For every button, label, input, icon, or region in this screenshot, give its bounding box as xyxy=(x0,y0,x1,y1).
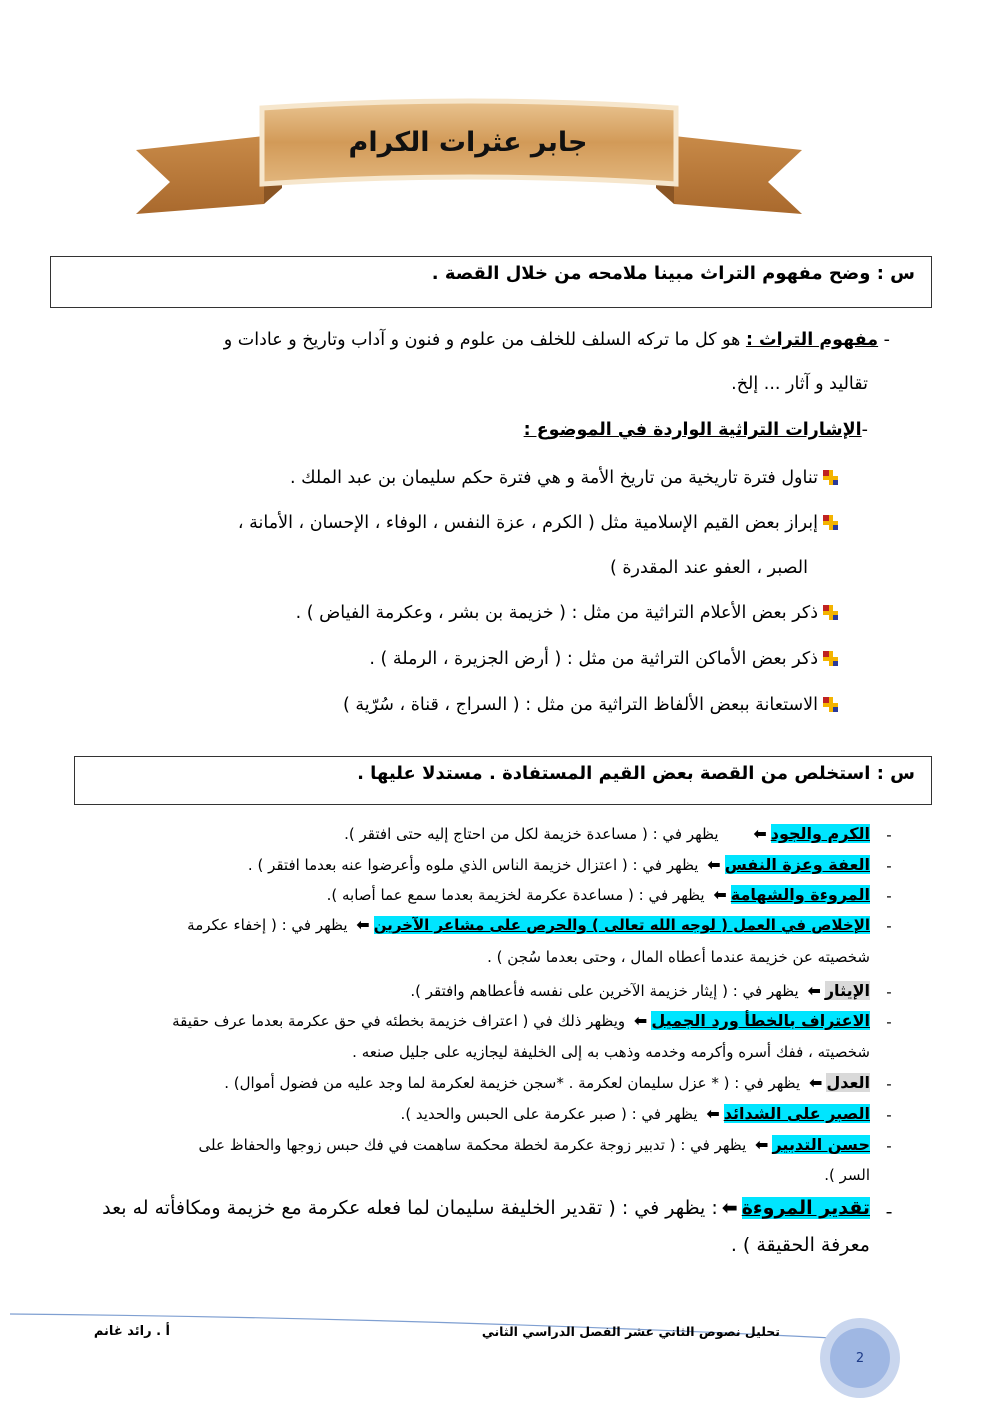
list-dash: - xyxy=(886,1106,892,1124)
bullet-icon xyxy=(823,651,838,666)
bullet-icon xyxy=(823,470,838,485)
value-item xyxy=(199,1135,870,1154)
value-label: العدل xyxy=(826,1073,870,1092)
value-text: ويظهر ذلك في ( اعتراف خزيمة بخطئه في حق عكرمة بعدما عرف حقيقة xyxy=(172,1012,626,1030)
value-continuation: شخصيته عن خزيمة عندما أعطاه المال ، وحتى بعدما سُجن ) . xyxy=(487,948,870,966)
list-dash: - xyxy=(886,857,892,875)
value-item xyxy=(401,1104,870,1123)
concept-text-1: هو كل ما تركه السلف للخلف من علوم و فنون و آداب وتاريخ و عادات و xyxy=(223,330,741,350)
value-label: الكرم والجود xyxy=(770,824,870,843)
list-dash: - xyxy=(886,1013,892,1031)
arrow-icon: ⬅ xyxy=(753,824,767,843)
arrow-icon: ⬅ xyxy=(713,885,727,904)
value-continuation: السر ). xyxy=(824,1166,870,1184)
value-text: يظهر في : ( * عزل سليمان لعكرمة . *سجن خزيمة لعكرمة لما وجد عليه من فضول أموال) . xyxy=(224,1074,801,1092)
value-continuation: شخصيته ، ففك أسره وأكرمه وخدمه وذهب به إلى الخليفة ليجازيه على جليل صنعه . xyxy=(352,1043,870,1061)
arrow-icon: ⬅ xyxy=(633,1011,648,1030)
concept-line-2: تقاليد و آثار ... إلخ. xyxy=(731,374,868,394)
bullet-text: ذكر بعض الأعلام التراثية من مثل : ( خزيمة بن بشر ، وعكرمة الفياض ) . xyxy=(295,603,818,623)
value-label: الإيثار xyxy=(824,981,870,1000)
value-label: الإخلاص في العمل ( لوجه الله تعالى ) والحرص على مشاعر الآخرين xyxy=(373,916,870,934)
bullet-item xyxy=(238,513,838,533)
list-dash: - xyxy=(886,1137,892,1155)
question-box-1: س : وضح مفهوم التراث مبينا ملامحه من خلال القصة . xyxy=(50,256,932,308)
value-item xyxy=(344,824,870,843)
value-item xyxy=(248,855,870,874)
value-item xyxy=(172,1011,870,1030)
bullet-item xyxy=(343,695,838,715)
question-box-2: س : استخلص من القصة بعض القيم المستفادة . مستدلا عليها . xyxy=(74,756,932,805)
value-item xyxy=(102,1197,870,1219)
list-dash: - xyxy=(886,826,892,844)
value-item xyxy=(187,915,870,934)
list-dash: - xyxy=(886,917,892,935)
page-number: 2 xyxy=(830,1328,890,1388)
list-dash: - xyxy=(886,1075,892,1093)
footer-course: تحليل نصوص الثاني عشر الفصل الدراسي الثاني xyxy=(481,1324,780,1339)
value-text: : يظهر في : ( تقدير الخليفة سليمان لما فعله عكرمة مع خزيمة ومكافأته له بعد xyxy=(102,1197,718,1219)
footer-author: أ . رائد غانم xyxy=(93,1324,170,1339)
bullet-text: ذكر بعض الأماكن التراثية من مثل : ( أرض الجزيرة ، الرملة ) . xyxy=(369,649,818,669)
arrow-icon: ⬅ xyxy=(356,915,370,934)
value-label: المروءة والشهامة xyxy=(730,885,870,904)
bullet-icon xyxy=(823,515,838,530)
value-text: يظهر في : ( إيثار خزيمة الآخرين على نفسه فأعطاهم وافتقر ). xyxy=(410,982,799,1000)
bullet-icon xyxy=(823,697,838,712)
references-heading: -الإشارات التراثية الواردة في الموضوع : xyxy=(523,420,868,440)
bullet-item xyxy=(296,603,838,623)
arrow-icon: ⬅ xyxy=(707,855,721,874)
value-text: يظهر في : ( إخفاء عكرمة xyxy=(187,916,348,934)
bullet-icon xyxy=(823,605,838,620)
value-item xyxy=(327,885,870,904)
arrow-icon: ⬅ xyxy=(721,1197,738,1219)
bullet-continuation: الصبر ، العفو عند المقدرة ) xyxy=(609,558,808,578)
arrow-icon: ⬅ xyxy=(755,1135,769,1154)
bullet-text: إبراز بعض القيم الإسلامية مثل ( الكرم ، عزة النفس ، الوفاء ، الإحسان ، الأمانة ، xyxy=(237,513,818,533)
page-title: جابر عثرات الكرام xyxy=(348,126,588,158)
arrow-icon: ⬅ xyxy=(706,1104,720,1123)
value-label: الاعتراف بالخطأ ورد الجميل xyxy=(651,1011,870,1030)
value-text: يظهر في : ( مساعدة عكرمة لخزيمة بعدما سمع عما أصابه ). xyxy=(326,886,705,904)
references-heading-text: الإشارات التراثية الواردة في الموضوع : xyxy=(523,420,862,440)
list-dash: - xyxy=(886,887,892,905)
bullet-item xyxy=(290,468,838,488)
value-text: يظهر في : ( اعتزال خزيمة الناس الذي ملوه وأعرضوا عنه بعدما افتقر ) . xyxy=(247,856,699,874)
value-text: يظهر في : ( صبر عكرمة على الحبس والحديد ). xyxy=(400,1105,698,1123)
page-number-badge xyxy=(820,1318,900,1398)
arrow-icon: ⬅ xyxy=(807,981,821,1000)
value-label: تقدير المروءة xyxy=(741,1197,870,1219)
value-label: الصبر على الشدائد xyxy=(723,1104,870,1123)
value-text: يظهر في : ( مساعدة خزيمة لكل من احتاج إليه حتى افتقر ). xyxy=(344,825,719,843)
arrow-icon: ⬅ xyxy=(808,1073,823,1092)
value-continuation: معرفة الحقيقة ) . xyxy=(730,1234,870,1256)
list-dash: - xyxy=(885,1201,893,1223)
value-text: يظهر في : ( تدبير زوجة عكرمة لخطة محكمة ساهمت في فك حبس زوجها والحفاظ على xyxy=(198,1136,747,1154)
value-label: العفة وعزة النفس xyxy=(724,855,870,874)
bullet-text: الاستعانة ببعض الألفاظ التراثية من مثل : ( السراج ، قناة ، سُرّية ) xyxy=(342,695,818,715)
value-label: حسن التدبير xyxy=(772,1135,870,1154)
value-item xyxy=(224,1073,870,1092)
bullet-item xyxy=(369,649,838,669)
bullet-text: تناول فترة تاريخية من تاريخ الأمة و هي فترة حكم سليمان بن عبد الملك . xyxy=(289,468,818,488)
concept-label: مفهوم التراث : xyxy=(745,330,879,350)
value-item xyxy=(410,981,870,1000)
concept-line-1: - مفهوم التراث : هو كل ما تركه السلف للخلف من علوم و فنون و آداب وتاريخ و عادات و xyxy=(223,330,890,350)
list-dash: - xyxy=(886,983,892,1001)
